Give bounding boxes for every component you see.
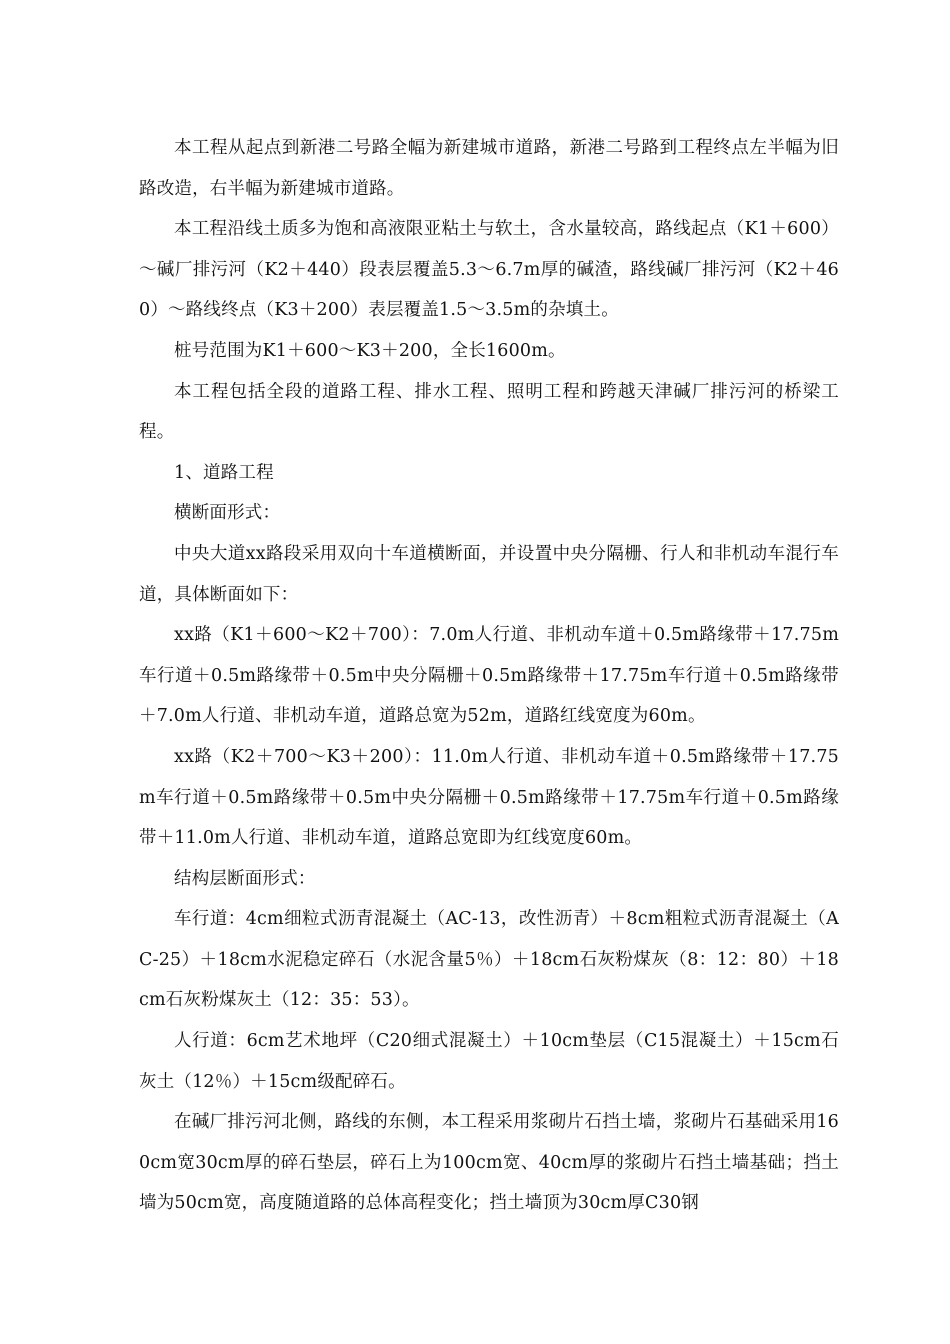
paragraph: 桩号范围为K1＋600～K3＋200，全长1600m。	[174, 340, 566, 361]
paragraph: 人行道：6cm艺术地坪（C20细式混凝土）＋10cm垫层（C15混凝土）＋15cm石灰土（12％）＋15cm级配碎石。	[139, 1031, 839, 1092]
paragraph: 本工程包括全段的道路工程、排水工程、照明工程和跨越天津碱厂排污河的桥梁工程。	[139, 381, 839, 443]
paragraph: 在碱厂排污河北侧，路线的东侧，本工程采用浆砌片石挡土墙，浆砌片石基础采用160cm宽30cm厚的碎石垫层，碎石上为100cm宽、40cm厚的浆砌片石挡土墙基础；挡土墙为50cm宽，高度随道路的总体高程变化；挡土墙顶为30cm厚C30钢	[139, 1112, 839, 1214]
paragraph: xx路（K1＋600～K2＋700）：7.0m人行道、非机动车道＋0.5m路缘带＋17.75m车行道＋0.5m路缘带＋0.5m中央分隔栅＋0.5m路缘带＋17.75m车行道＋0.5m路缘带＋7.0m人行道、非机动车道，道路总宽为52m，道路红线宽度为60m。	[139, 625, 839, 727]
document-body	[139, 128, 839, 1224]
paragraph: 本工程沿线土质多为饱和高液限亚粘土与软土，含水量较高，路线起点（K1＋600）～碱厂排污河（K2＋440）段表层覆盖5.3～6.7m厚的碱渣，路线碱厂排污河（K2＋460）～路线终点（K3＋200）表层覆盖1.5～3.5m的杂填土。	[139, 219, 839, 321]
paragraph: 本工程从起点到新港二号路全幅为新建城市道路，新港二号路到工程终点左半幅为旧路改造，右半幅为新建城市道路。	[139, 138, 839, 199]
subheading: 横断面形式：	[174, 503, 281, 524]
paragraph: 中央大道xx路段采用双向十车道横断面，并设置中央分隔栅、行人和非机动车混行车道，具体断面如下：	[139, 543, 839, 605]
paragraph: xx路（K2＋700～K3＋200）：11.0m人行道、非机动车道＋0.5m路缘带＋17.75m车行道＋0.5m路缘带＋0.5m中央分隔栅＋0.5m路缘带＋17.75m车行道＋0.5m路缘带＋11.0m人行道、非机动车道，道路总宽即为红线宽度60m。	[139, 746, 839, 849]
subheading: 结构层断面形式：	[174, 868, 316, 889]
section-heading: 1、道路工程	[174, 462, 274, 483]
paragraph: 车行道：4cm细粒式沥青混凝土（AC-13，改性沥青）＋8cm粗粒式沥青混凝土（AC-25）＋18cm水泥稳定碎石（水泥含量5％）＋18cm石灰粉煤灰（8：12：80）＋18cm石灰粉煤灰土（12：35：53）。	[139, 909, 839, 1011]
